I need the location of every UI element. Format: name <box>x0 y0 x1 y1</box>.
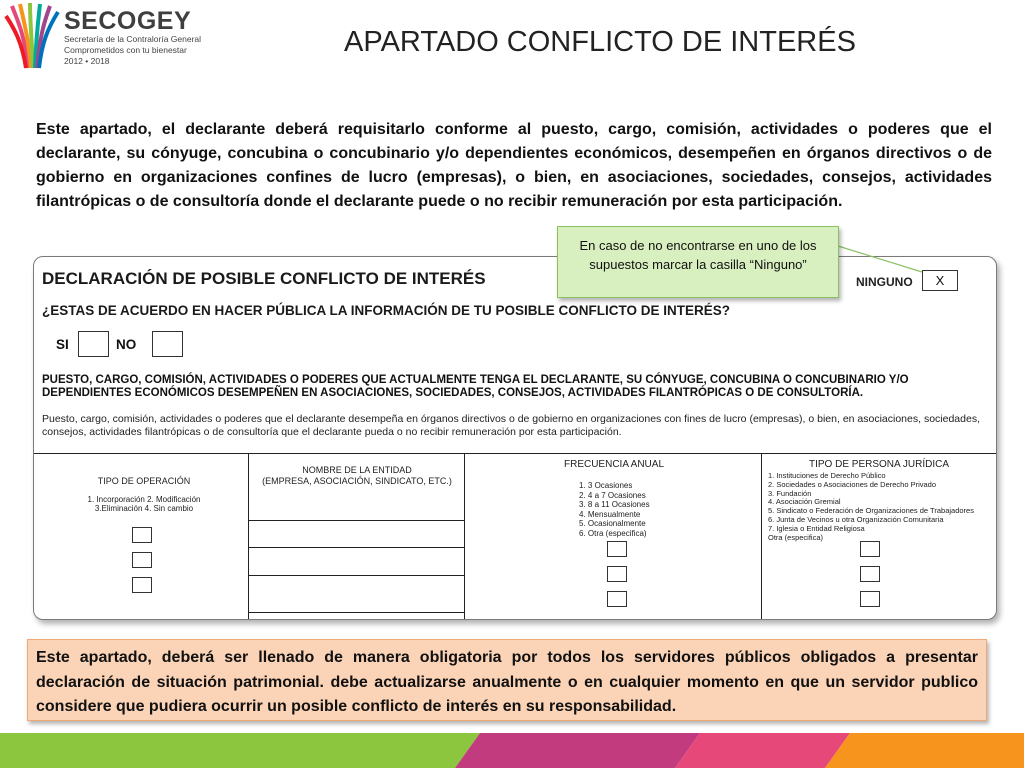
column-divider <box>464 453 465 619</box>
entity-row-line <box>248 520 464 521</box>
frecuencia-option: 6. Otra (especifica) <box>579 528 647 538</box>
operacion-checkbox[interactable] <box>132 552 152 568</box>
puesto-description: Puesto, cargo, comisión, actividades o poderes que el declarante desempeña en órganos directivos o de gobierno en organizaciones con fines de lucro (empresas), o bien, en asociaciones, sociedades, consejos, actividades filantrópicas o de consultoría que el declarante pueda o no recibir remuneración por esta participación. <box>42 413 980 438</box>
frecuencia-checkbox[interactable] <box>607 541 627 557</box>
col-persona-juridica-head: TIPO DE PERSONA JURÍDICA <box>808 459 950 470</box>
page-title: APARTADO CONFLICTO DE INTERÉS <box>344 26 856 58</box>
col-tipo-operacion-opts: 3.Eliminación 4. Sin cambio <box>94 504 194 513</box>
mandatory-notice: Este apartado, deberá ser llenado de manera obligatoria por todos los servidores públicos obligados a presentar declaración de situación patrimonial. debe actualizarse anualmente o en cualquier momento en que un servidor publico considere que pudiera ocurrir un posible conflicto de interés en su responsabilidad. <box>27 639 987 721</box>
ninguno-label: NINGUNO <box>856 275 913 289</box>
persona-option: Otra (especifica) <box>768 532 824 542</box>
frecuencia-options <box>579 481 729 538</box>
no-label: NO <box>116 337 137 352</box>
ninguno-checkbox[interactable]: X <box>922 270 958 291</box>
persona-option: 7. Iglesia o Entidad Religiosa <box>768 523 865 533</box>
table-top-border <box>34 453 996 454</box>
col-frecuencia-head: FRECUENCIA ANUAL <box>563 459 665 470</box>
brand-years: 2012 • 2018 <box>64 56 110 66</box>
column-divider <box>761 453 762 619</box>
frecuencia-option: 4. Mensualmente <box>579 509 641 519</box>
brand-subtitle: Secretaría de la Contraloría General <box>64 34 202 44</box>
form-title: DECLARACIÓN DE POSIBLE CONFLICTO DE INTERÉS <box>42 269 486 288</box>
persona-option: 1. Instituciones de Derecho Público <box>768 471 886 480</box>
operacion-checkbox[interactable] <box>132 577 152 593</box>
brand-name: SECOGEY <box>64 7 192 35</box>
secogey-logo <box>4 2 60 70</box>
column-divider <box>248 453 249 619</box>
frecuencia-option: 2. 4 a 7 Ocasiones <box>579 490 646 500</box>
entity-row-line <box>248 612 464 613</box>
frecuencia-checkbox[interactable] <box>607 591 627 607</box>
persona-option: 5. Sindicato o Federación de Organizaciones de Trabajadores <box>768 506 974 516</box>
puesto-heading: PUESTO, CARGO, COMISIÓN, ACTIVIDADES O PODERES QUE ACTUALMENTE TENGA EL DECLARANTE, SU CÓNYUGE, CONCUBINA O CONCUBINARIO Y/O DEPENDIENTES ECONÓMICOS DESEMPEÑEN EN ASOCIACIONES, SOCIEDADES, CONSEJOS, ACTIVIDADES FILANTRÓPICAS O DE CONSULTORÍA. <box>42 374 909 399</box>
persona-option: 2. Sociedades o Asociaciones de Derecho Privado <box>768 479 937 489</box>
frecuencia-checkbox[interactable] <box>607 566 627 582</box>
persona-checkbox[interactable] <box>860 591 880 607</box>
persona-option: 6. Junta de Vecinos u otra Organización Comunitaria <box>768 514 944 524</box>
footer-color-band <box>0 733 1024 768</box>
persona-checkbox[interactable] <box>860 541 880 557</box>
callout-note: En caso de no encontrarse en uno de los supuestos marcar la casilla “Ninguno” <box>557 226 839 298</box>
persona-juridica-options <box>768 472 994 542</box>
declaration-form <box>33 256 997 620</box>
persona-option: 4. Asociación Gremial <box>768 497 841 507</box>
operacion-checkbox[interactable] <box>132 527 152 543</box>
col-tipo-operacion-head: TIPO DE OPERACIÓN <box>97 476 191 486</box>
col-tipo-operacion-opts: 1. Incorporación 2. Modificación <box>87 495 201 504</box>
brand-block <box>64 8 201 67</box>
col-nombre-entidad-head: NOMBRE DE LA ENTIDAD (EMPRESA, ASOCIACIÓN, SINDICATO, ETC.) <box>262 465 452 486</box>
entity-row-line <box>248 575 464 576</box>
si-checkbox[interactable] <box>78 331 109 357</box>
si-label: SI <box>56 337 69 352</box>
publish-question: ¿ESTAS DE ACUERDO EN HACER PÚBLICA LA INFORMACIÓN DE TU POSIBLE CONFLICTO DE INTERÉS? <box>42 303 731 318</box>
no-checkbox[interactable] <box>152 331 183 357</box>
persona-checkbox[interactable] <box>860 566 880 582</box>
persona-option: 3. Fundación <box>768 488 812 498</box>
brand-slogan: Comprometidos con tu bienestar <box>64 45 187 55</box>
intro-paragraph: Este apartado, el declarante deberá requisitarlo conforme al puesto, cargo, comisión, actividades o poderes que el declarante, su cónyuge, concubina o concubinario y/o dependientes económicos, desempeñen en órganos directivos o de gobierno en organizaciones confines de lucro (empresas), o bien, en asociaciones, sociedades, consejos, actividades filantrópicas o de consultoría donde el declarante puede o no recibir remuneración por esta participación. <box>36 121 992 210</box>
frecuencia-option: 3. 8 a 11 Ocasiones <box>579 500 650 509</box>
frecuencia-option: 1. 3 Ocasiones <box>579 481 633 490</box>
callout-pointer <box>836 244 926 274</box>
frecuencia-option: 5. Ocasionalmente <box>579 519 646 528</box>
entity-row-line <box>248 547 464 548</box>
